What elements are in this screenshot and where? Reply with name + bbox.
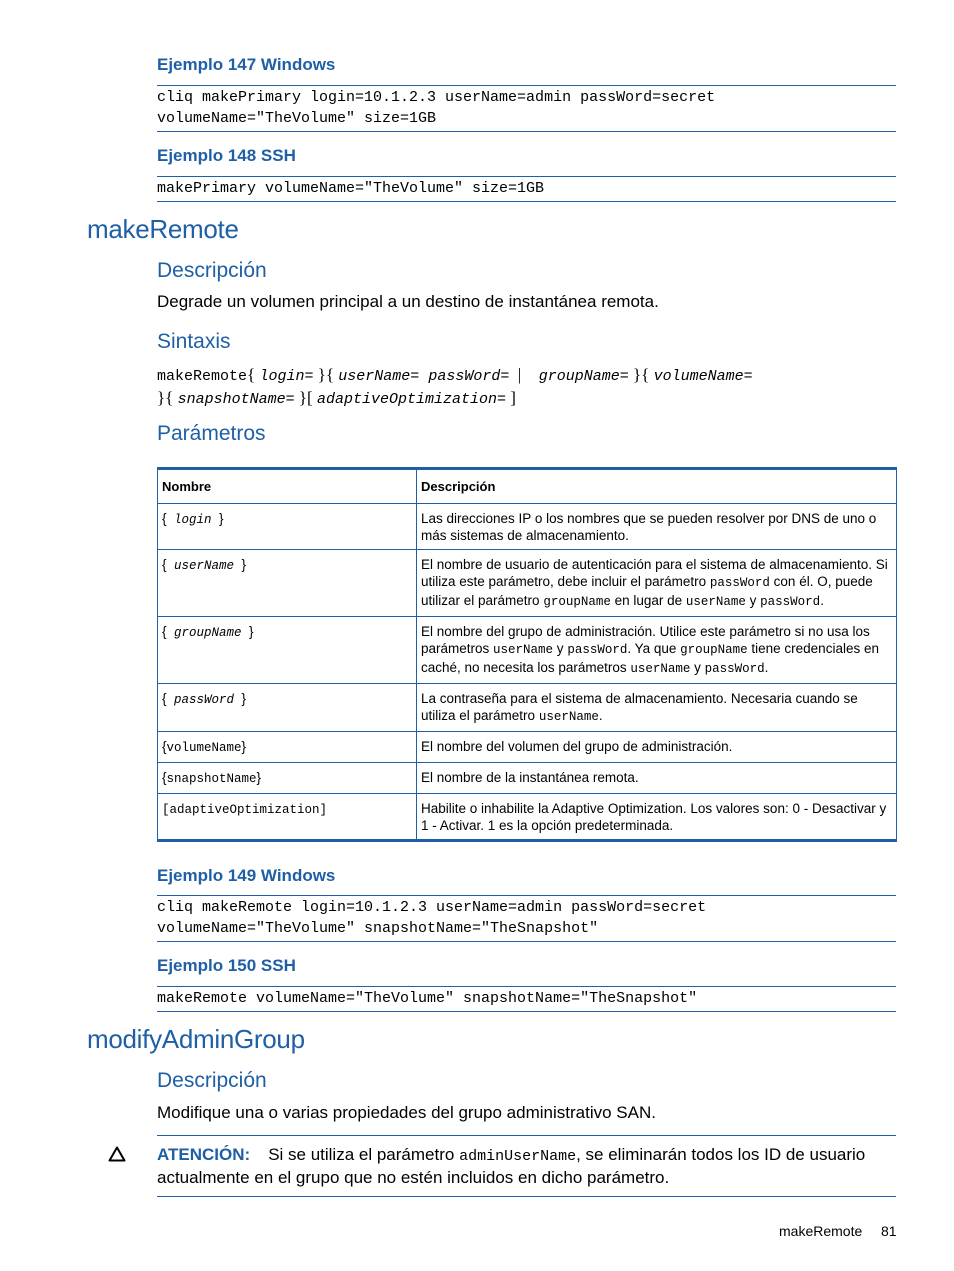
- param-name: volumeName: [166, 741, 242, 755]
- desc-code: userName: [630, 662, 691, 676]
- desc-text: .: [598, 708, 603, 723]
- param-desc-cell: [417, 550, 897, 617]
- table-row: [158, 617, 897, 684]
- code-line: cliq makePrimary login=10.1.2.3 userName=admin passWord=secret: [157, 89, 716, 106]
- desc-text: .: [764, 660, 769, 675]
- desc-text: con él. O, puede utilizar el parámetro: [421, 574, 873, 608]
- param-name: groupName: [174, 626, 242, 640]
- desc-text: en lugar de: [610, 593, 686, 608]
- example-149-title: Ejemplo 149 Windows: [157, 866, 336, 885]
- code-line: cliq makeRemote login=10.1.2.3 userName=admin passWord=secret: [157, 899, 707, 916]
- footer-section-name: makeRemote: [779, 1223, 863, 1239]
- param-name: [adaptiveOptimization]: [162, 803, 328, 817]
- description-text: Modifique una o varias propiedades del grupo administrativo SAN.: [157, 1103, 656, 1122]
- example-148-title: Ejemplo 148 SSH: [157, 146, 296, 165]
- desc-code: passWord: [760, 595, 821, 609]
- section-title-makeremote: makeRemote: [87, 214, 239, 244]
- desc-text: El nombre de usuario de autenticación para el sistema de almacenamiento. Si utiliza este parámetro, debe incluir el parámetro: [421, 557, 888, 589]
- param-name-cell: {snapshotName}: [158, 763, 417, 794]
- code-line: volumeName="TheVolume" snapshotName="TheSnapshot": [157, 920, 599, 937]
- param-desc-cell: El nombre del volumen del grupo de administración.: [417, 732, 897, 763]
- example-150-title: Ejemplo 150 SSH: [157, 956, 296, 975]
- desc-text: y: [553, 641, 568, 656]
- syntax-block: makeRemote{ login= }{ userName= passWord= | groupName= }{ volumeName= }{ snapshotName= }[ adaptiveOptimization= ]: [157, 365, 753, 408]
- desc-code: passWord: [704, 662, 765, 676]
- param-name: snapshotName: [166, 772, 257, 786]
- table-row: [158, 550, 897, 617]
- description-text: Degrade un volumen principal a un destino de instantánea remota.: [157, 292, 659, 311]
- code-line: makePrimary volumeName="TheVolume" size=1GB: [157, 180, 545, 197]
- syntax-password: passWord=: [428, 368, 510, 385]
- syntax-adaptive: adaptiveOptimization=: [316, 391, 506, 408]
- param-name-cell: {volumeName}: [158, 732, 417, 763]
- param-desc-cell: El nombre de la instantánea remota.: [417, 763, 897, 794]
- example-150-code: [157, 986, 896, 1012]
- desc-text: . Ya que: [627, 641, 681, 656]
- note-text: Si se utiliza el parámetro: [268, 1145, 460, 1164]
- warning-triangle-icon: [108, 1146, 126, 1162]
- parameters-heading: Parámetros: [157, 422, 266, 445]
- table-row: [158, 504, 897, 550]
- param-desc-cell: [417, 617, 897, 684]
- column-header-description: Descripción: [417, 469, 897, 504]
- example-149-code: [157, 895, 896, 942]
- example-148-code: [157, 176, 896, 202]
- desc-code: userName: [493, 643, 554, 657]
- param-name-cell: { userName }: [158, 550, 417, 617]
- param-desc-cell: [417, 684, 897, 732]
- column-header-name: Nombre: [158, 469, 417, 504]
- desc-text: y: [745, 593, 761, 608]
- note-code: adminUserName: [459, 1148, 577, 1165]
- table-header-row: [158, 469, 897, 504]
- desc-code: groupName: [680, 643, 748, 657]
- syntax-groupname: groupName=: [538, 368, 629, 385]
- desc-text: y: [690, 660, 705, 675]
- table-row: [158, 684, 897, 732]
- desc-code: groupName: [543, 595, 611, 609]
- description-heading: Descripción: [157, 1069, 267, 1092]
- param-name-cell: [158, 794, 417, 841]
- desc-text: El nombre del grupo de administración. Utilice este parámetro si no usa los parámetros: [421, 624, 870, 656]
- syntax-command: makeRemote: [157, 368, 248, 385]
- parameters-table: [157, 467, 897, 842]
- desc-code: passWord: [567, 643, 628, 657]
- note-text: , se eliminarán todos los ID de usuario actualmente en el grupo que no estén incluidos en dicho parámetro.: [157, 1145, 866, 1187]
- desc-code: userName: [538, 710, 599, 724]
- syntax-login: login=: [259, 368, 314, 385]
- example-147-code: [157, 85, 896, 132]
- param-name-cell: { passWord }: [158, 684, 417, 732]
- param-name-cell: { login }: [158, 504, 417, 550]
- desc-text: .: [820, 593, 824, 608]
- param-name: userName: [174, 559, 235, 573]
- table-row: [158, 763, 897, 794]
- param-desc-cell: Las direcciones IP o los nombres que se pueden resolver por DNS de uno o más sistemas de almacenamiento.: [417, 504, 897, 550]
- desc-code: userName: [685, 595, 746, 609]
- table-row: [158, 732, 897, 763]
- section-title-modifyadmingroup: modifyAdminGroup: [87, 1024, 305, 1054]
- table-row: [158, 794, 897, 841]
- code-line: makeRemote volumeName="TheVolume" snapshotName="TheSnapshot": [157, 990, 698, 1007]
- desc-code: passWord: [709, 576, 770, 590]
- attention-note: [157, 1135, 896, 1197]
- syntax-username: userName=: [338, 368, 420, 385]
- desc-text: tiene credenciales en caché, no necesita los parámetros: [421, 641, 879, 675]
- description-heading: Descripción: [157, 259, 267, 282]
- param-name: login: [174, 513, 212, 527]
- param-desc-cell: Habilite o inhabilite la Adaptive Optimization. Los valores son: 0 - Desactivar y 1 - Activar. 1 es la opción predeterminada.: [417, 794, 897, 841]
- param-name: passWord: [174, 693, 235, 707]
- desc-text: La contraseña para el sistema de almacenamiento. Necesaria cuando se utiliza el parámetro: [421, 691, 858, 723]
- code-line: volumeName="TheVolume" size=1GB: [157, 110, 437, 127]
- example-147-title: Ejemplo 147 Windows: [157, 55, 336, 74]
- syntax-volumename: volumeName=: [653, 368, 753, 385]
- syntax-snapshotname: snapshotName=: [177, 391, 295, 408]
- param-name-cell: { groupName }: [158, 617, 417, 684]
- page-number: 81: [881, 1223, 897, 1239]
- syntax-heading: Sintaxis: [157, 330, 231, 353]
- attention-label: ATENCIÓN:: [157, 1145, 251, 1164]
